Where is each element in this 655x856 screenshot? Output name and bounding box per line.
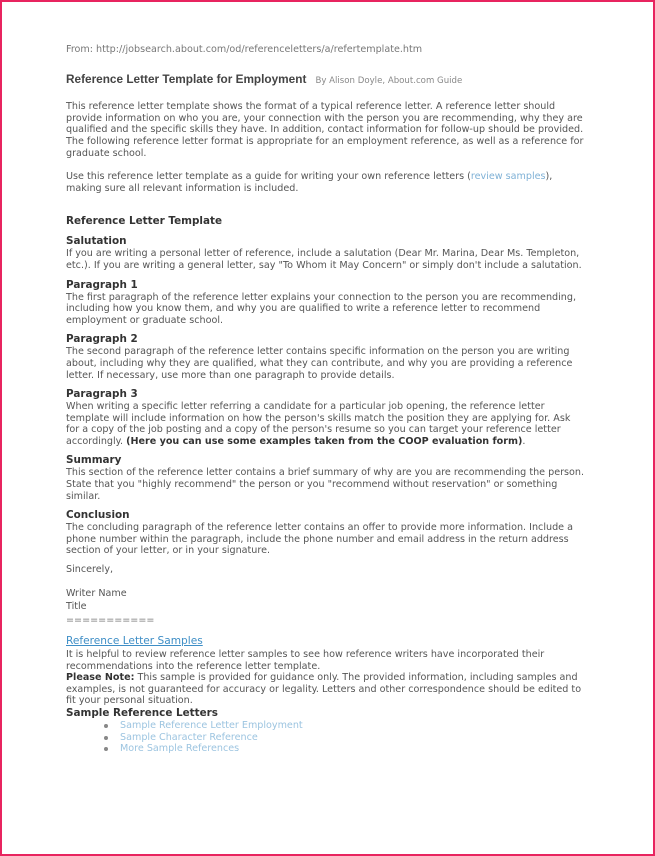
bullet-icon xyxy=(104,736,108,740)
section-heading: Paragraph 2 xyxy=(66,333,138,346)
note-label: Please Note: xyxy=(66,672,135,684)
section-text: The first paragraph of the reference letter explains your connection to the person you are recommending, including how you know them, and why you are qualified to write a reference letter to recommend employment or graduate school. xyxy=(66,291,576,326)
section-text: If you are writing a personal letter of reference, include a salutation (Dear Mr. Marina, Dear Ms. Templeton, etc.). If you are writing a general letter, say "To Whom it May Concern" or simply don't include a salutation. xyxy=(66,248,582,271)
sample-link-employment[interactable]: Sample Reference Letter Employment xyxy=(120,719,303,731)
sample-link-item[interactable] xyxy=(66,743,586,755)
separator: =========== xyxy=(66,614,155,626)
section-conclusion xyxy=(66,509,586,557)
bullet-icon xyxy=(104,724,108,728)
section-heading: Salutation xyxy=(66,235,127,248)
source-line: From: http://jobsearch.about.com/od/referenceletters/a/refertemplate.htm xyxy=(66,44,423,55)
section-summary xyxy=(66,454,586,502)
section-paragraph-2 xyxy=(66,333,586,381)
sample-link-item[interactable] xyxy=(66,720,586,732)
note-text: This sample is provided for guidance only. The provided information, including samples and examples, is not guaranteed for accuracy or legality. Letters and other correspondence should be edited to fit your personal situation. xyxy=(66,672,582,707)
sample-link-more[interactable]: More Sample References xyxy=(120,743,240,755)
document-body xyxy=(66,44,586,755)
section-paragraph-1 xyxy=(66,279,586,327)
document-title: Reference Letter Template for Employment xyxy=(66,71,307,86)
template-heading: Reference Letter Template xyxy=(66,215,223,228)
intro-paragraph-2 xyxy=(66,171,586,194)
bullet-icon xyxy=(104,747,108,751)
review-samples-link[interactable]: review samples xyxy=(470,171,546,183)
sample-link-item[interactable] xyxy=(66,732,586,744)
please-note xyxy=(66,672,586,707)
section-heading: Summary xyxy=(66,454,122,467)
section-heading: Conclusion xyxy=(66,509,130,522)
section-text-main: When writing a specific letter referring a candidate for a particular job opening, the reference letter template will include information on how the person's skills match the position they are applying for. Ask for a copy of the job posting and a copy of the person's resume so you can target your reference letter accordingly. xyxy=(66,401,571,447)
section-text-end: . xyxy=(522,435,526,447)
byline: By Alison Doyle, About.com Guide xyxy=(315,75,463,86)
section-text xyxy=(66,401,586,447)
sample-letters-heading: Sample Reference Letters xyxy=(66,706,218,719)
section-text: The concluding paragraph of the reference letter contains an offer to provide more information. Include a phone number within the paragraph, include the phone number and email address in the return address section of your letter, or in your signature. xyxy=(66,522,573,557)
intro-paragraph-1: This reference letter template shows the format of a typical reference letter. A reference letter should provide information on who you are, your connection with the person you are recommending, why they are qualified and the specific skills they have. In addition, contact information for follow-up should be provided. The following reference letter format is appropriate for an employment reference, as well as a reference for graduate school. xyxy=(66,101,584,159)
section-text: The second paragraph of the reference letter contains specific information on the person you are writing about, including why they are qualified, what they can contribute, and why you are providing a reference letter. If necessary, use more than one paragraph to provide details. xyxy=(66,346,573,381)
section-salutation xyxy=(66,235,586,271)
writer-name: Writer Name xyxy=(66,587,127,599)
section-text: This section of the reference letter contains a brief summary of why are you are recommending the person. State that you "highly recommend" the person or you "recommend without reservation" or something similar. xyxy=(66,467,585,502)
samples-heading-link[interactable]: Reference Letter Samples xyxy=(66,635,203,648)
closing: Sincerely, xyxy=(66,564,114,576)
intro-text-start: Use this reference letter template as a guide for writing your own reference letters ( xyxy=(66,171,471,183)
samples-intro: It is helpful to review reference letter samples to see how reference writers have incorporated their recommendations into the reference letter template. xyxy=(66,649,545,672)
intro-text-end: ), making sure all relevant information is included. xyxy=(66,171,553,194)
title-line xyxy=(66,71,586,88)
section-paragraph-3 xyxy=(66,388,586,447)
section-heading: Paragraph 1 xyxy=(66,278,138,291)
sample-links-list xyxy=(66,720,586,755)
section-heading: Paragraph 3 xyxy=(66,388,138,401)
sample-link-character[interactable]: Sample Character Reference xyxy=(120,731,258,743)
writer-title: Title xyxy=(66,601,87,613)
coop-examples-note: (Here you can use some examples taken from the COOP evaluation form) xyxy=(126,435,523,447)
